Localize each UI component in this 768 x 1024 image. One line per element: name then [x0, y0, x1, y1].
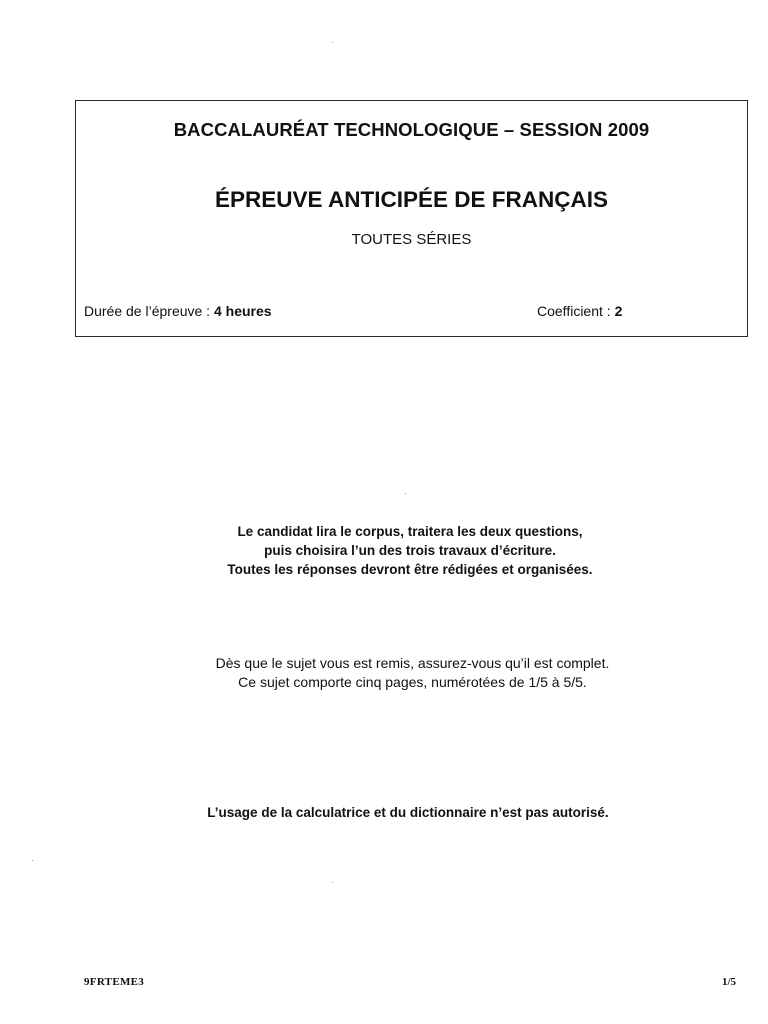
calculator-notice: L’usage de la calculatrice et du dictionnaire n’est pas autorisé.: [207, 805, 609, 820]
scan-speck: [332, 42, 333, 43]
scan-speck: [32, 860, 33, 861]
instruction-line: Toutes les réponses devront être rédigées et organisées.: [227, 562, 593, 577]
scan-speck: [405, 493, 406, 494]
instruction-line: Le candidat lira le corpus, traitera les deux questions,: [237, 524, 583, 539]
series-label: TOUTES SÉRIES: [351, 231, 472, 248]
candidate-instructions: [0, 522, 768, 579]
instruction-line: puis choisira l’un des trois travaux d’écriture.: [264, 543, 556, 558]
duration: [84, 303, 272, 319]
coefficient: [537, 303, 622, 319]
duration-label: Durée de l’épreuve :: [84, 303, 214, 319]
session-title: BACCALAURÉAT TECHNOLOGIQUE – SESSION 2009: [173, 119, 650, 140]
footer-page-number: 1/5: [722, 976, 737, 988]
exam-header-box: [75, 100, 748, 337]
exam-title: ÉPREUVE ANTICIPÉE DE FRANÇAIS: [215, 187, 608, 212]
completeness-line: Ce sujet comporte cinq pages, numérotées de 1/5 à 5/5.: [238, 674, 587, 690]
footer-subject-code: 9FRTEME3: [84, 976, 145, 988]
coefficient-label: Coefficient :: [537, 303, 615, 319]
completeness-notice: [0, 654, 768, 692]
completeness-line: Dès que le sujet vous est remis, assurez-vous qu’il est complet.: [215, 655, 610, 671]
coefficient-value: 2: [614, 303, 623, 319]
scan-speck: [332, 882, 333, 883]
duration-value: 4 heures: [213, 303, 272, 319]
